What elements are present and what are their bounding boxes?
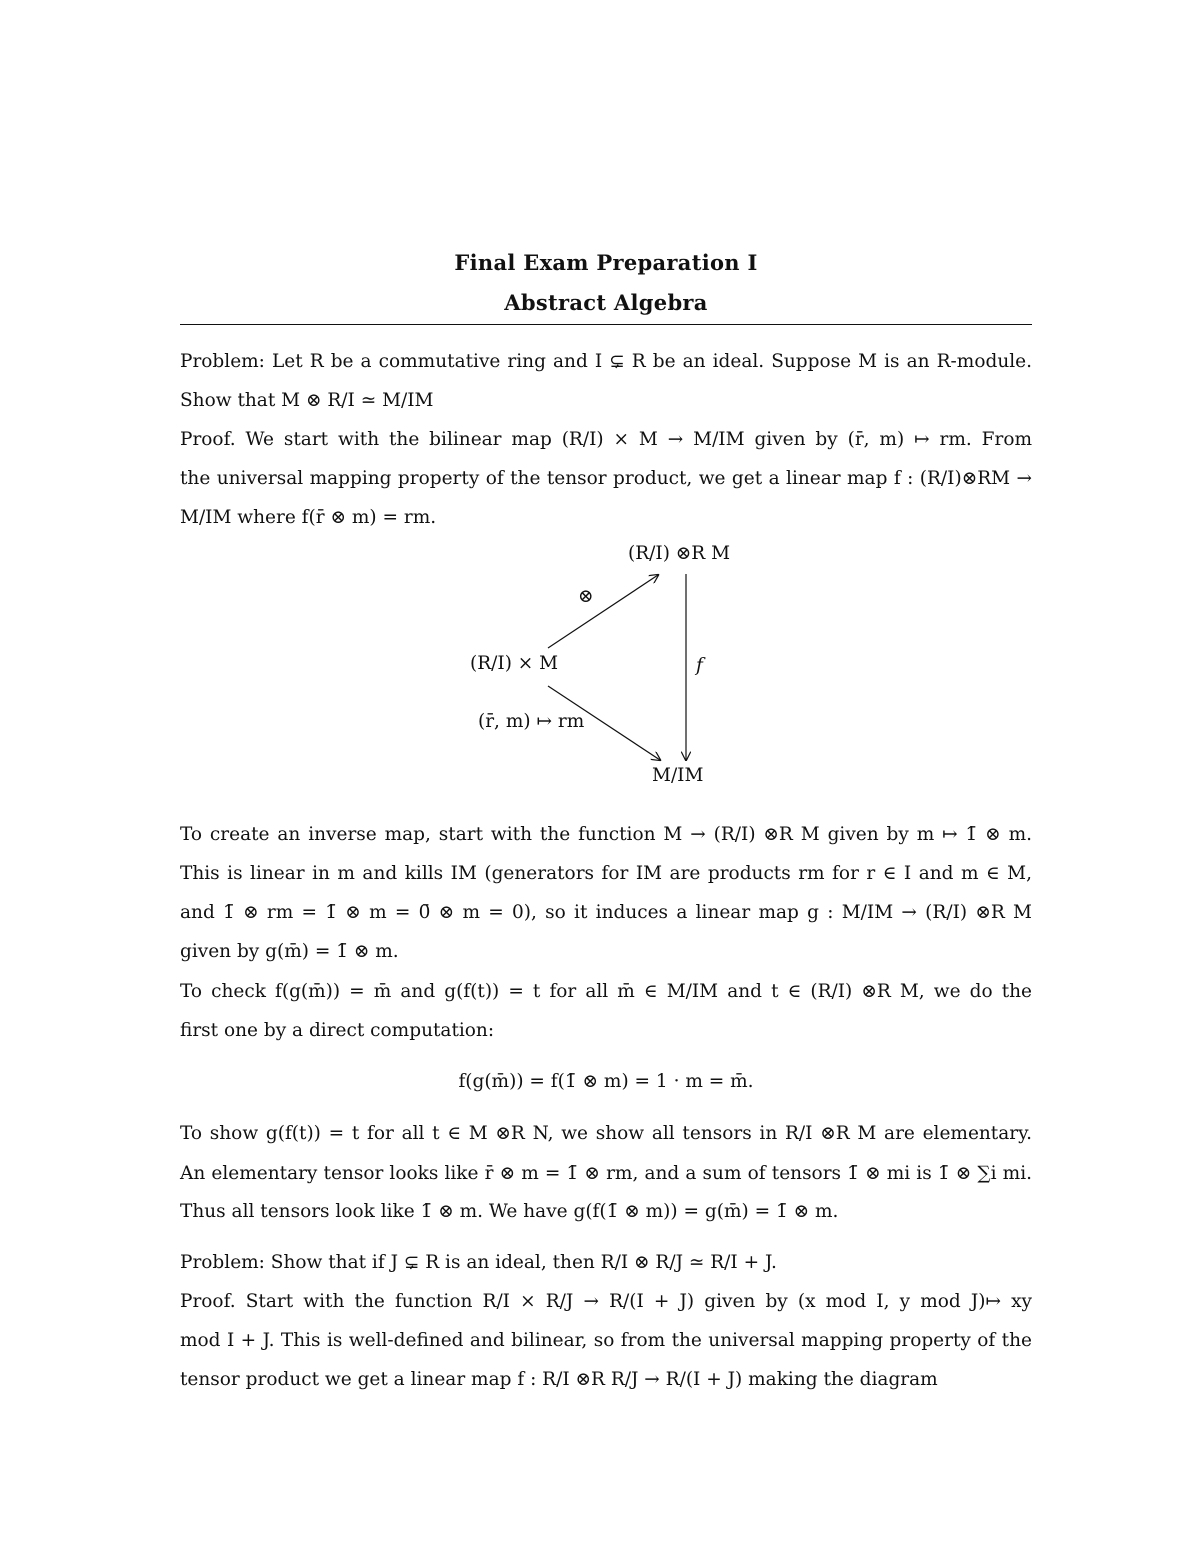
inverse-line6: first one by a direct computation: (180, 1020, 495, 1041)
proof1-line1: Proof. We start with the bilinear map (R/I) × M → M/IM given by (r̄, m) ↦ rm. From (180, 429, 1032, 450)
problem1-line2: Show that M ⊗ R/I ≃ M/IM (180, 390, 434, 411)
diagram-node-top: (R/I) ⊗R M (628, 543, 731, 564)
diagram-node-left: (R/I) × M (470, 653, 559, 674)
display-equation: f(g(m̄)) = f(1̄ ⊗ m) = 1 · m = m̄. (458, 1071, 754, 1092)
page-subtitle: Abstract Algebra (504, 290, 708, 315)
diagram-label-f: f (696, 655, 703, 676)
inverse-line5: To check f(g(m̄)) = m̄ and g(f(t)) = t for all m̄ ∈ M/IM and t ∈ (R/I) ⊗R M, we do the (180, 981, 1032, 1002)
inverse-line8: An elementary tensor looks like r̄ ⊗ m = 1̄ ⊗ rm, and a sum of tensors 1̄ ⊗ mi is 1̄ ⊗ ∑i mi. (180, 1163, 1032, 1184)
inverse-line7: To show g(f(t)) = t for all t ∈ M ⊗R N, we show all tensors in R/I ⊗R M are elementary. (180, 1123, 1032, 1144)
page-title: Final Exam Preparation I (454, 250, 758, 275)
diagram-node-bottom: M/IM (652, 765, 704, 786)
inverse-line2: This is linear in m and kills IM (generators for IM are products rm for r ∈ I and m ∈ M, (180, 863, 1032, 884)
proof2-line3: tensor product we get a linear map f : R/I ⊗R R/J → R/(I + J) making the diagram (180, 1369, 938, 1390)
diagram-label-tensor: ⊗ (578, 586, 594, 607)
diagram-label-map: (r̄, m) ↦ rm (478, 711, 585, 732)
proof1-line3: M/IM where f(r̄ ⊗ m) = rm. (180, 507, 437, 528)
inverse-line3: and 1̄ ⊗ rm = 1̄ ⊗ m = 0̄ ⊗ m = 0), so it induces a linear map g : M/IM → (R/I) ⊗R M (180, 902, 1032, 923)
proof1-line2: the universal mapping property of the tensor product, we get a linear map f : (R/I)⊗RM → (180, 468, 1032, 489)
problem2-line1: Problem: Show that if J ⊊ R is an ideal, then R/I ⊗ R/J ≃ R/I + J. (180, 1252, 777, 1273)
inverse-line4: given by g(m̄) = 1̄ ⊗ m. (180, 941, 399, 962)
proof2-line2: mod I + J. This is well-defined and bilinear, so from the universal mapping property of the (180, 1330, 1032, 1351)
problem1-line1: Problem: Let R be a commutative ring and I ⊊ R be an ideal. Suppose M is an R-module. (180, 351, 1032, 372)
inverse-line9: Thus all tensors look like 1̄ ⊗ m. We have g(f(1̄ ⊗ m)) = g(m̄) = 1̄ ⊗ m. (180, 1201, 839, 1222)
proof2-line1: Proof. Start with the function R/I × R/J → R/(I + J) given by (x mod I, y mod J)↦ xy (180, 1291, 1032, 1312)
tensor-arrow (548, 575, 658, 648)
inverse-line1: To create an inverse map, start with the function M → (R/I) ⊗R M given by m ↦ 1̄ ⊗ m. (180, 824, 1032, 845)
